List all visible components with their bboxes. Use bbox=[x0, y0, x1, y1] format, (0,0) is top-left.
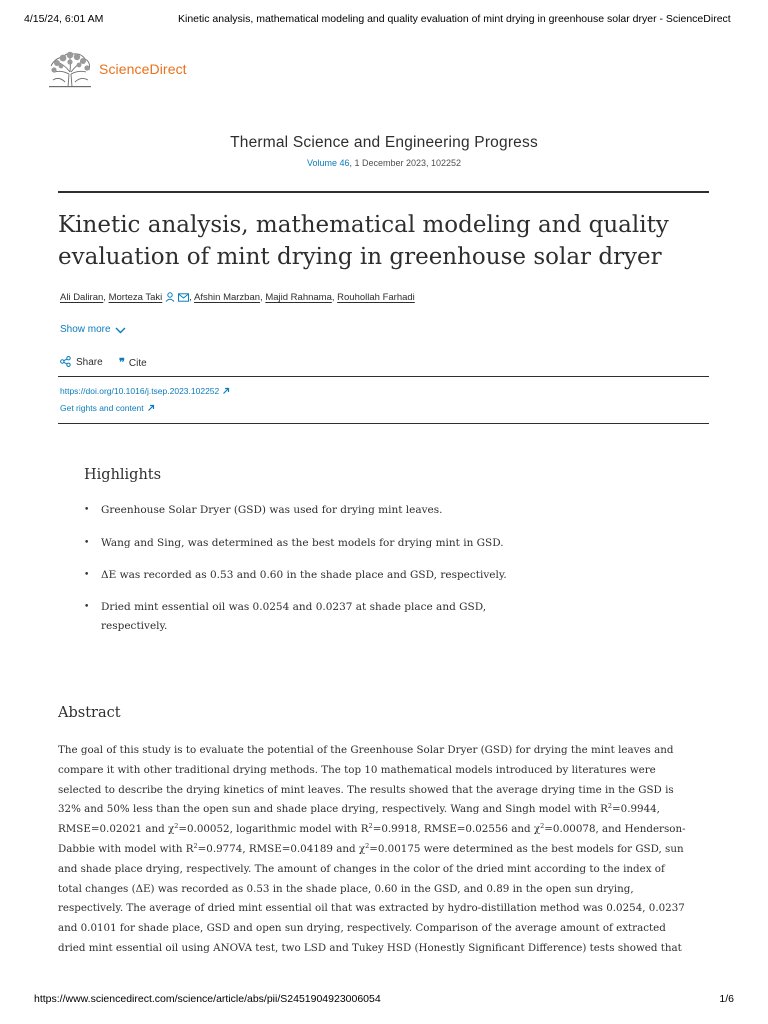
bullet: • bbox=[84, 538, 90, 548]
chevron-down-icon bbox=[115, 327, 126, 334]
abstract-line: and 0.0101 for shade place, GSD and open sun drying, respectively. Comparison of the average amount of extracted bbox=[58, 922, 666, 935]
author-separator: , bbox=[260, 292, 266, 303]
issue-date: , 1 December 2023, 102252 bbox=[349, 158, 462, 168]
divider bbox=[58, 191, 709, 193]
show-more-label: Show more bbox=[60, 324, 111, 335]
abstract-text bbox=[58, 741, 718, 959]
cite-label: Cite bbox=[128, 358, 147, 369]
superscript: 2 bbox=[368, 822, 373, 831]
author-separator: , bbox=[103, 292, 109, 303]
abstract-heading: Abstract bbox=[58, 705, 121, 721]
author-link[interactable]: Ali Daliran bbox=[60, 292, 104, 303]
author-separator: , bbox=[189, 292, 195, 303]
person-icon[interactable] bbox=[165, 292, 175, 305]
abstract-line: total changes (ΔE) was recorded as 0.53 in the shade place, 0.60 in the GSD, and 0.89 in the open sun drying, bbox=[58, 882, 634, 895]
abstract-line bbox=[58, 820, 718, 840]
external-link-icon bbox=[147, 404, 155, 412]
text-run: =0.9944, bbox=[612, 803, 660, 816]
text-run: =0.9918, RMSE=0.02556 and χ bbox=[372, 823, 541, 836]
volume-line bbox=[0, 158, 768, 168]
abstract-line bbox=[58, 800, 718, 820]
bullet: • bbox=[84, 570, 90, 580]
highlight-text: Dried mint essential oil was 0.0254 and 0.0237 at shade place and GSD, respectively. bbox=[101, 601, 487, 632]
abstract-line: compare it with other traditional drying methods. The top 10 mathematical models introduced by literatures were bbox=[58, 763, 656, 776]
print-url: https://www.sciencedirect.com/science/article/abs/pii/S2451904923006054 bbox=[34, 993, 381, 1005]
external-link-icon bbox=[222, 387, 230, 395]
bullet: • bbox=[84, 505, 90, 515]
share-label: Share bbox=[76, 357, 103, 368]
text-run: 32% and 50% less than the open sun and shade place drying, respectively. Wang and Singh model with R bbox=[58, 803, 608, 816]
share-button[interactable] bbox=[60, 356, 103, 368]
print-footer bbox=[0, 993, 768, 1007]
elsevier-tree-logo-icon bbox=[47, 50, 93, 88]
author-list bbox=[60, 292, 415, 305]
print-header bbox=[0, 13, 768, 27]
abstract-line: The goal of this study is to evaluate the potential of the Greenhouse Solar Dryer (GSD) for drying the mint leaves and bbox=[58, 744, 674, 756]
list-item bbox=[84, 566, 514, 585]
abstract-line bbox=[58, 840, 718, 860]
quote-icon: ❞ bbox=[119, 357, 124, 369]
doi-link[interactable] bbox=[60, 386, 230, 396]
page-number: 1/6 bbox=[719, 993, 734, 1005]
author-link[interactable]: Afshin Marzban bbox=[194, 292, 261, 303]
doi-text: https://doi.org/10.1016/j.tsep.2023.102252 bbox=[60, 386, 220, 396]
rights-text: Get rights and content bbox=[60, 403, 144, 413]
divider bbox=[58, 423, 709, 424]
share-icon bbox=[60, 356, 71, 367]
print-page-title: Kinetic analysis, mathematical modeling and quality evaluation of mint drying in greenhouse solar dryer - ScienceDirect bbox=[178, 13, 731, 25]
article-title: Kinetic analysis, mathematical modeling and quality evaluation of mint drying in greenhouse solar dryer bbox=[58, 212, 669, 270]
highlight-text: Wang and Sing, was determined as the best models for drying mint in GSD. bbox=[101, 537, 504, 549]
bullet: • bbox=[84, 602, 90, 612]
text-run: =0.00078, and Henderson- bbox=[544, 823, 686, 836]
abstract-line: respectively. The average of dried mint essential oil that was extracted by hydro-distillation method was 0.0254, 0.0237 bbox=[58, 902, 685, 915]
abstract-line: selected to describe the drying kinetics of mint leaves. The results showed that the average drying time in the GSD is bbox=[58, 783, 674, 796]
envelope-icon[interactable] bbox=[178, 293, 189, 305]
text-run: =0.00175 were determined as the best models for GSD, sun bbox=[369, 842, 684, 855]
volume-link[interactable]: Volume 46 bbox=[306, 158, 350, 168]
author-link[interactable]: Majid Rahnama bbox=[265, 292, 332, 303]
highlight-text: Greenhouse Solar Dryer (GSD) was used for drying mint leaves. bbox=[101, 504, 443, 516]
superscript: 2 bbox=[607, 802, 613, 811]
abstract-line: and shade place drying, respectively. The amount of changes in the color of the dried mint according to the index of bbox=[58, 862, 665, 875]
cite-button[interactable] bbox=[119, 356, 147, 369]
author-separator: , bbox=[331, 292, 338, 303]
superscript: 2 bbox=[193, 841, 198, 850]
list-item bbox=[84, 501, 514, 520]
text-run: RMSE=0.02021 and χ bbox=[58, 823, 175, 836]
author-link[interactable]: Rouhollah Farhadi bbox=[337, 292, 415, 303]
author-link[interactable]: Morteza Taki bbox=[108, 292, 163, 303]
highlights-heading: Highlights bbox=[84, 467, 162, 483]
list-item bbox=[84, 598, 514, 636]
list-item bbox=[84, 534, 514, 553]
text-run: =0.9774, RMSE=0.04189 and χ bbox=[197, 842, 366, 855]
journal-name[interactable]: Thermal Science and Engineering Progress bbox=[230, 134, 538, 151]
superscript: 2 bbox=[365, 841, 370, 850]
print-datetime: 4/15/24, 6:01 AM bbox=[24, 13, 104, 25]
rights-link[interactable] bbox=[60, 403, 155, 413]
abstract-line: dried mint essential oil using ANOVA test, two LSD and Tukey HSD (Honestly Significant Difference) tests showed that bbox=[58, 941, 682, 954]
superscript: 2 bbox=[174, 822, 179, 831]
divider bbox=[58, 376, 709, 377]
highlight-text: ΔE was recorded as 0.53 and 0.60 in the shade place and GSD, respectively. bbox=[101, 569, 507, 581]
brand-name: ScienceDirect bbox=[99, 61, 187, 77]
text-run: Dabbie with model with R bbox=[58, 842, 194, 855]
show-more-button[interactable] bbox=[60, 324, 126, 335]
text-run: =0.00052, logarithmic model with R bbox=[178, 823, 369, 836]
superscript: 2 bbox=[540, 822, 545, 831]
